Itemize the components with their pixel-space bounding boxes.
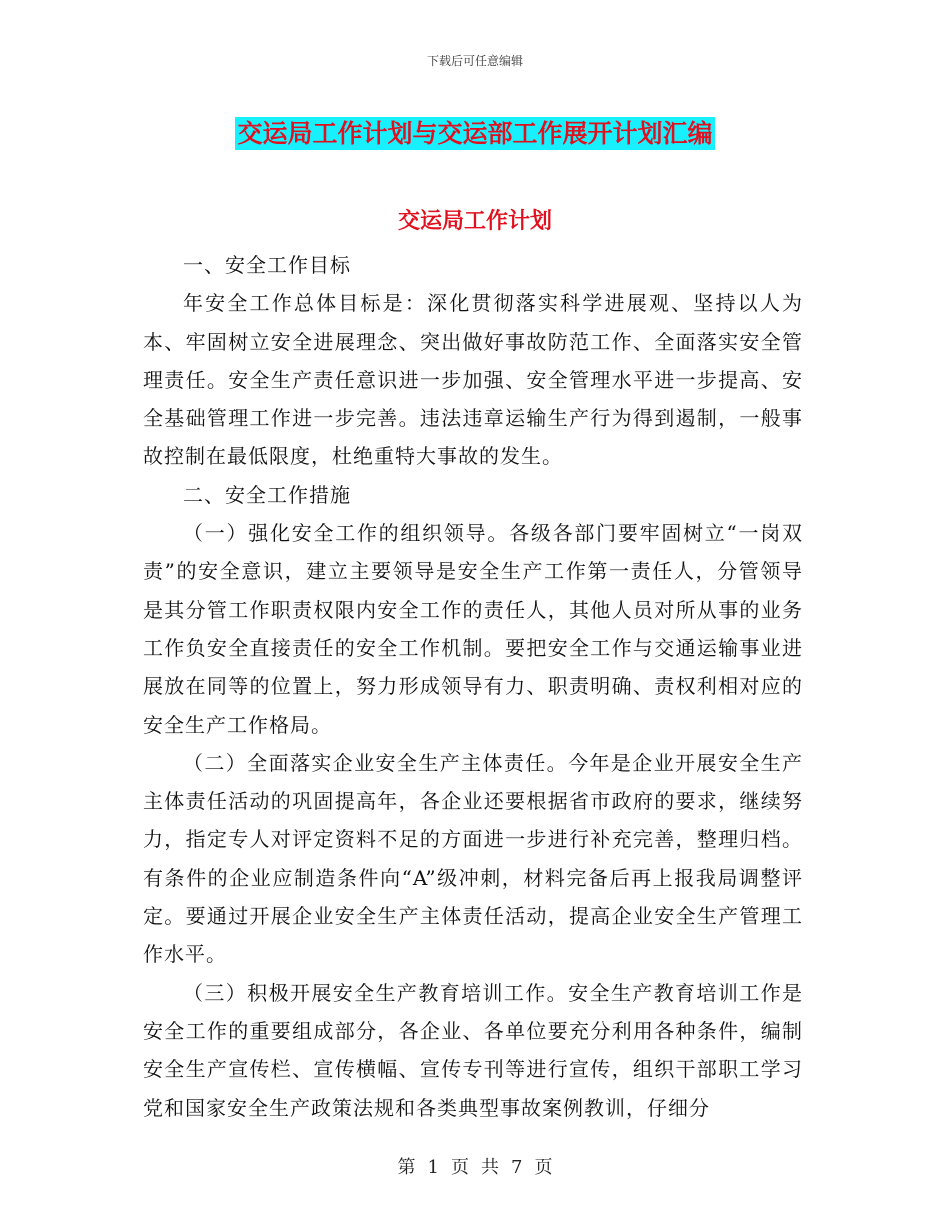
paragraph: （二）全面落实企业安全生产主体责任。今年是企业开展安全生产主体责任活动的巩固提高年，各企业还要根据省市政府的要求，继续努力，指定专人对评定资料不足的方面进一步进行补充完善，整理归档。有条件的企业应制造条件向“A”级冲刺，材料完备后再上报我局调整评定。要通过开展企业安全生产主体责任活动，提高企业安全生产管理工作水平。 xyxy=(143,750,803,967)
footer-page-label: 第 xyxy=(397,1157,416,1178)
page-footer xyxy=(0,1153,950,1179)
heading-safety-goals: 一、安全工作目标 xyxy=(183,253,351,277)
heading-safety-measures: 二、安全工作措施 xyxy=(183,482,351,507)
footer-page-unit: 页 xyxy=(451,1157,469,1178)
document-title xyxy=(0,114,950,150)
footer-total-unit: 页 xyxy=(534,1157,553,1178)
footer-total-pages: 7 xyxy=(511,1157,523,1178)
document-title-text: 交运局工作计划与交运部工作展开计划汇编 xyxy=(237,119,713,148)
paragraph: 年安全工作总体目标是：深化贯彻落实科学进展观、坚持以人为本、牢固树立安全进展理念、突出做好事故防范工作、全面落实安全管理责任。安全生产责任意识进一步加强、安全管理水平进一步提高、安全基础管理工作进一步完善。违法违章运输生产行为得到遏制，一般事故控制在最低限度，杜绝重特大事故的发生。 xyxy=(143,291,803,469)
paragraph: （三）积极开展安全生产教育培训工作。安全生产教育培训工作是安全工作的重要组成部分，各企业、各单位要充分利用各种条件，编制安全生产宣传栏、宣传横幅、宣传专刊等进行宣传，组织干部职工学习党和国家安全生产政策法规和各类典型事故案例教训，仔细分 xyxy=(143,980,803,1120)
section-title: 交运局工作计划 xyxy=(397,209,552,234)
footer-page-number: 1 xyxy=(427,1157,439,1178)
footer-total-label: 共 xyxy=(481,1157,499,1178)
paragraph: （一）强化安全工作的组织领导。各级各部门要牢固树立“一岗双责”的安全意识，建立主要领导是安全生产工作第一责任人，分管领导是其分管工作职责权限内安全工作的责任人，其他人员对所从事的业务工作负安全直接责任的安全工作机制。要把安全工作与交通运输事业进展放在同等的位置上，努力形成领导有力、职责明确、责权利相对应的安全生产工作格局。 xyxy=(143,521,803,737)
header-note: 下载后可任意编辑 xyxy=(426,54,523,68)
body-text xyxy=(143,246,803,1127)
